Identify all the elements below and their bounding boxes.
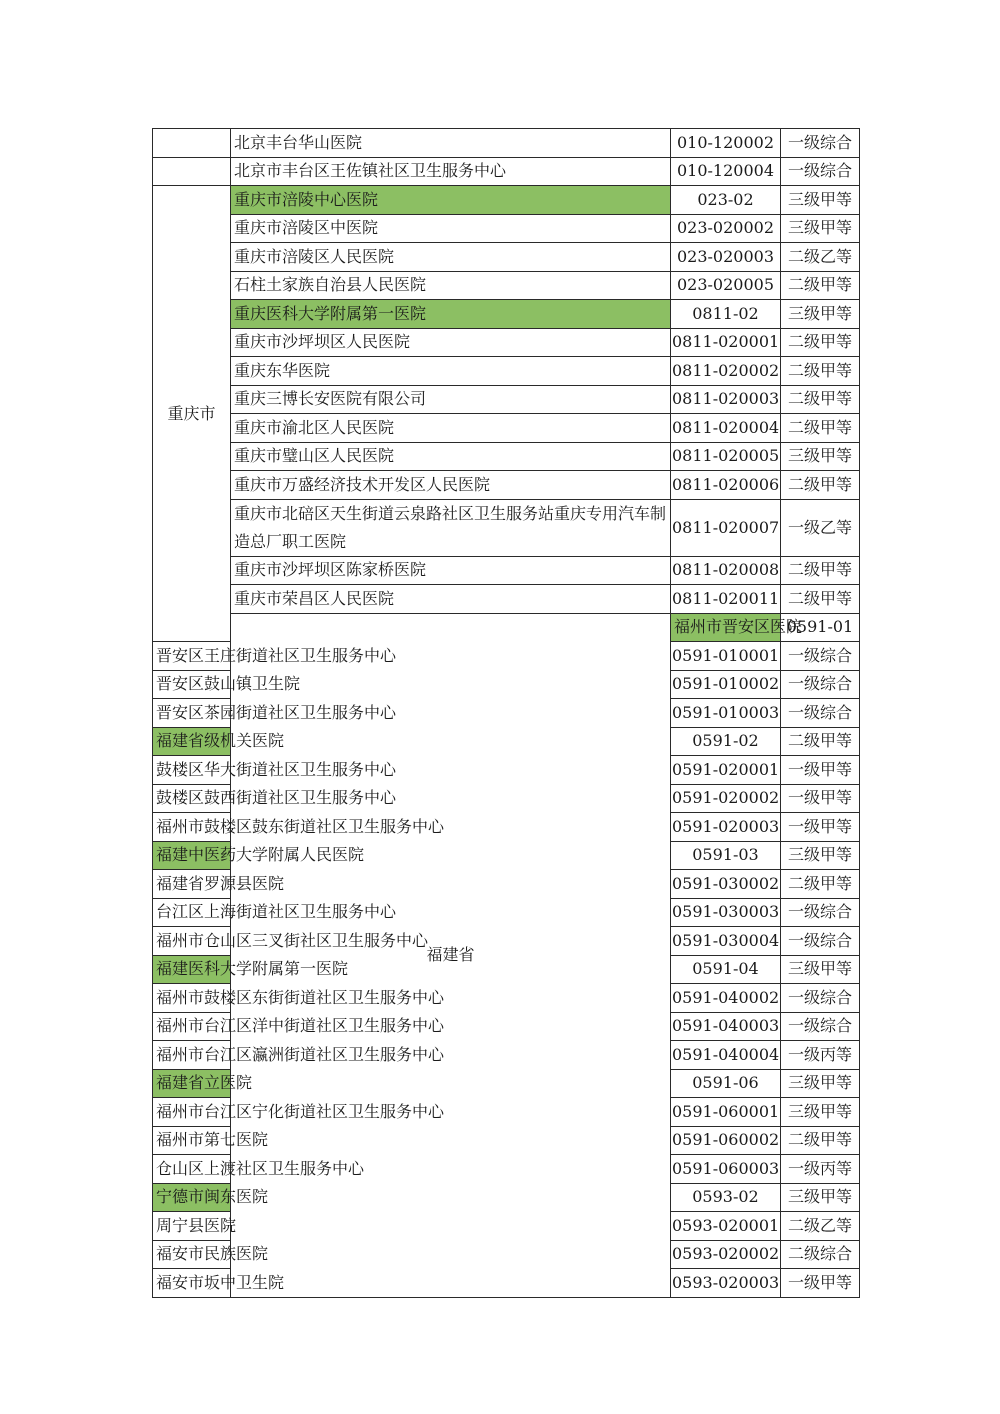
hospital-code: 0811-020008	[671, 556, 781, 585]
hospital-code: 0811-020004	[671, 414, 781, 443]
hospital-name: 周宁县医院	[153, 1212, 231, 1241]
hospital-name: 重庆市涪陵区人民医院	[231, 243, 671, 272]
hospital-code: 0591-020003	[671, 813, 781, 842]
hospital-code: 0591-010003	[671, 699, 781, 728]
hospital-name: 重庆市北碚区天生街道云泉路社区卫生服务站重庆专用汽车制造总厂职工医院	[231, 499, 671, 556]
hospital-level: 二级甲等	[781, 471, 860, 500]
hospital-name: 重庆市荣昌区人民医院	[231, 585, 671, 614]
hospital-level: 三级甲等	[781, 300, 860, 329]
hospital-code: 0591-06	[671, 1069, 781, 1098]
hospital-name: 福建中医药大学附属人民医院	[153, 841, 231, 870]
table-row	[153, 328, 860, 357]
hospital-code: 023-020002	[671, 214, 781, 243]
hospital-code: 0591-010001	[671, 642, 781, 671]
hospital-name: 晋安区王庄街道社区卫生服务中心	[153, 642, 231, 671]
hospital-level: 三级甲等	[781, 1183, 860, 1212]
hospital-code: 0591-02	[671, 727, 781, 756]
hospital-level: 二级甲等	[781, 585, 860, 614]
hospital-name: 仓山区上渡社区卫生服务中心	[153, 1155, 231, 1184]
hospital-name: 福州市仓山区三叉街社区卫生服务中心	[153, 927, 231, 956]
hospital-level: 一级甲等	[781, 756, 860, 785]
hospital-level: 一级综合	[781, 699, 860, 728]
hospital-level: 三级甲等	[781, 1069, 860, 1098]
table-row	[153, 442, 860, 471]
hospital-level: 二级乙等	[781, 1212, 860, 1241]
table-row	[153, 414, 860, 443]
hospital-code: 0591-060003	[671, 1155, 781, 1184]
hospital-name: 重庆市万盛经济技术开发区人民医院	[231, 471, 671, 500]
hospital-name: 重庆市沙坪坝区陈家桥医院	[231, 556, 671, 585]
hospital-level: 一级综合	[781, 129, 860, 158]
hospital-name: 北京市丰台区王佐镇社区卫生服务中心	[231, 157, 671, 186]
hospital-code: 0591-01	[781, 613, 860, 642]
hospital-name: 福安市民族医院	[153, 1240, 231, 1269]
hospital-name: 宁德市闽东医院	[153, 1183, 231, 1212]
hospital-name: 福州市台江区洋中街道社区卫生服务中心	[153, 1012, 231, 1041]
hospital-name: 福州市台江区宁化街道社区卫生服务中心	[153, 1098, 231, 1127]
hospital-code: 0593-020001	[671, 1212, 781, 1241]
hospital-name: 鼓楼区华大街道社区卫生服务中心	[153, 756, 231, 785]
table-row	[153, 271, 860, 300]
hospital-code: 0811-02	[671, 300, 781, 329]
hospital-level: 三级甲等	[781, 841, 860, 870]
hospital-level: 三级甲等	[781, 214, 860, 243]
hospital-level: 一级乙等	[781, 499, 860, 556]
hospital-level: 二级甲等	[781, 414, 860, 443]
hospital-name: 重庆市沙坪坝区人民医院	[231, 328, 671, 357]
hospital-code: 0811-020007	[671, 499, 781, 556]
hospital-name: 福建医科大学附属第一医院	[153, 955, 231, 984]
hospital-level: 一级综合	[781, 927, 860, 956]
hospital-level: 三级甲等	[781, 442, 860, 471]
table-row	[153, 585, 860, 614]
table-row	[153, 214, 860, 243]
hospital-code: 023-02	[671, 186, 781, 215]
hospital-code: 0591-040004	[671, 1041, 781, 1070]
hospital-code: 0593-020002	[671, 1240, 781, 1269]
hospital-code: 0591-04	[671, 955, 781, 984]
hospital-name: 福州市鼓楼区鼓东街道社区卫生服务中心	[153, 813, 231, 842]
hospital-code: 0593-020003	[671, 1269, 781, 1298]
hospital-level: 三级甲等	[781, 186, 860, 215]
region-cell: 福建省	[231, 613, 671, 1297]
hospital-code: 010-120004	[671, 157, 781, 186]
hospital-code: 010-120002	[671, 129, 781, 158]
hospital-name: 重庆市渝北区人民医院	[231, 414, 671, 443]
hospital-code: 0593-02	[671, 1183, 781, 1212]
hospital-code: 0591-020002	[671, 784, 781, 813]
hospital-name: 福安市坂中卫生院	[153, 1269, 231, 1298]
table-row	[153, 157, 860, 186]
hospital-level: 一级综合	[781, 984, 860, 1013]
hospital-name: 重庆三博长安医院有限公司	[231, 385, 671, 414]
table-row	[153, 186, 860, 215]
hospital-name: 重庆东华医院	[231, 357, 671, 386]
hospital-code: 0811-020001	[671, 328, 781, 357]
hospital-code: 0591-03	[671, 841, 781, 870]
hospital-level: 二级甲等	[781, 328, 860, 357]
table-row	[153, 556, 860, 585]
hospital-level: 二级综合	[781, 1240, 860, 1269]
table-row	[153, 385, 860, 414]
hospital-level: 一级综合	[781, 157, 860, 186]
hospital-name: 台江区上海街道社区卫生服务中心	[153, 898, 231, 927]
hospital-level: 一级综合	[781, 642, 860, 671]
hospital-level: 一级甲等	[781, 813, 860, 842]
hospital-code: 0591-010002	[671, 670, 781, 699]
hospital-level: 一级综合	[781, 670, 860, 699]
hospital-name: 北京丰台华山医院	[231, 129, 671, 158]
hospital-level: 二级甲等	[781, 357, 860, 386]
hospital-name: 重庆医科大学附属第一医院	[231, 300, 671, 329]
hospital-code: 0591-040002	[671, 984, 781, 1013]
hospital-name: 福建省级机关医院	[153, 727, 231, 756]
region-cell: 重庆市	[153, 186, 231, 642]
hospital-name: 福州市鼓楼区东街街道社区卫生服务中心	[153, 984, 231, 1013]
hospital-code: 0811-020011	[671, 585, 781, 614]
hospital-code: 0811-020002	[671, 357, 781, 386]
hospital-level: 二级甲等	[781, 385, 860, 414]
hospital-code: 0591-030003	[671, 898, 781, 927]
hospital-code: 0811-020005	[671, 442, 781, 471]
hospital-name: 福州市第七医院	[153, 1126, 231, 1155]
region-cell-beijing	[153, 157, 231, 186]
hospital-name: 重庆市涪陵中心医院	[231, 186, 671, 215]
hospital-level: 二级甲等	[781, 1126, 860, 1155]
hospital-level: 一级丙等	[781, 1155, 860, 1184]
hospital-level: 一级综合	[781, 1012, 860, 1041]
hospital-code: 0591-060001	[671, 1098, 781, 1127]
hospital-name: 福建省罗源县医院	[153, 870, 231, 899]
hospital-level: 一级甲等	[781, 1269, 860, 1298]
table-row	[153, 499, 860, 556]
hospital-code: 023-020003	[671, 243, 781, 272]
hospital-level: 二级乙等	[781, 243, 860, 272]
hospital-name: 福州市台江区瀛洲街道社区卫生服务中心	[153, 1041, 231, 1070]
hospital-level: 三级甲等	[781, 1098, 860, 1127]
hospital-level: 二级甲等	[781, 556, 860, 585]
hospital-table	[152, 128, 860, 1298]
table-row	[153, 243, 860, 272]
hospital-code: 0591-030004	[671, 927, 781, 956]
hospital-level: 二级甲等	[781, 727, 860, 756]
hospital-name: 石柱土家族自治县人民医院	[231, 271, 671, 300]
hospital-name: 重庆市涪陵区中医院	[231, 214, 671, 243]
table-row	[153, 613, 860, 642]
table-row	[153, 471, 860, 500]
region-cell-beijing	[153, 129, 231, 158]
hospital-name: 鼓楼区鼓西街道社区卫生服务中心	[153, 784, 231, 813]
hospital-code: 023-020005	[671, 271, 781, 300]
hospital-level: 一级甲等	[781, 784, 860, 813]
hospital-name: 晋安区鼓山镇卫生院	[153, 670, 231, 699]
hospital-name: 重庆市璧山区人民医院	[231, 442, 671, 471]
hospital-code: 0591-020001	[671, 756, 781, 785]
table-row	[153, 300, 860, 329]
hospital-name: 晋安区茶园街道社区卫生服务中心	[153, 699, 231, 728]
hospital-code: 0591-040003	[671, 1012, 781, 1041]
hospital-code: 0811-020003	[671, 385, 781, 414]
hospital-level: 二级甲等	[781, 271, 860, 300]
hospital-code: 0811-020006	[671, 471, 781, 500]
hospital-table-body	[153, 129, 860, 1298]
table-row	[153, 357, 860, 386]
table-row	[153, 129, 860, 158]
hospital-level: 二级甲等	[781, 870, 860, 899]
hospital-name: 福建省立医院	[153, 1069, 231, 1098]
hospital-code: 0591-060002	[671, 1126, 781, 1155]
hospital-level: 一级丙等	[781, 1041, 860, 1070]
hospital-code: 0591-030002	[671, 870, 781, 899]
hospital-level: 一级综合	[781, 898, 860, 927]
hospital-name: 福州市晋安区医院	[671, 613, 781, 642]
hospital-level: 三级甲等	[781, 955, 860, 984]
